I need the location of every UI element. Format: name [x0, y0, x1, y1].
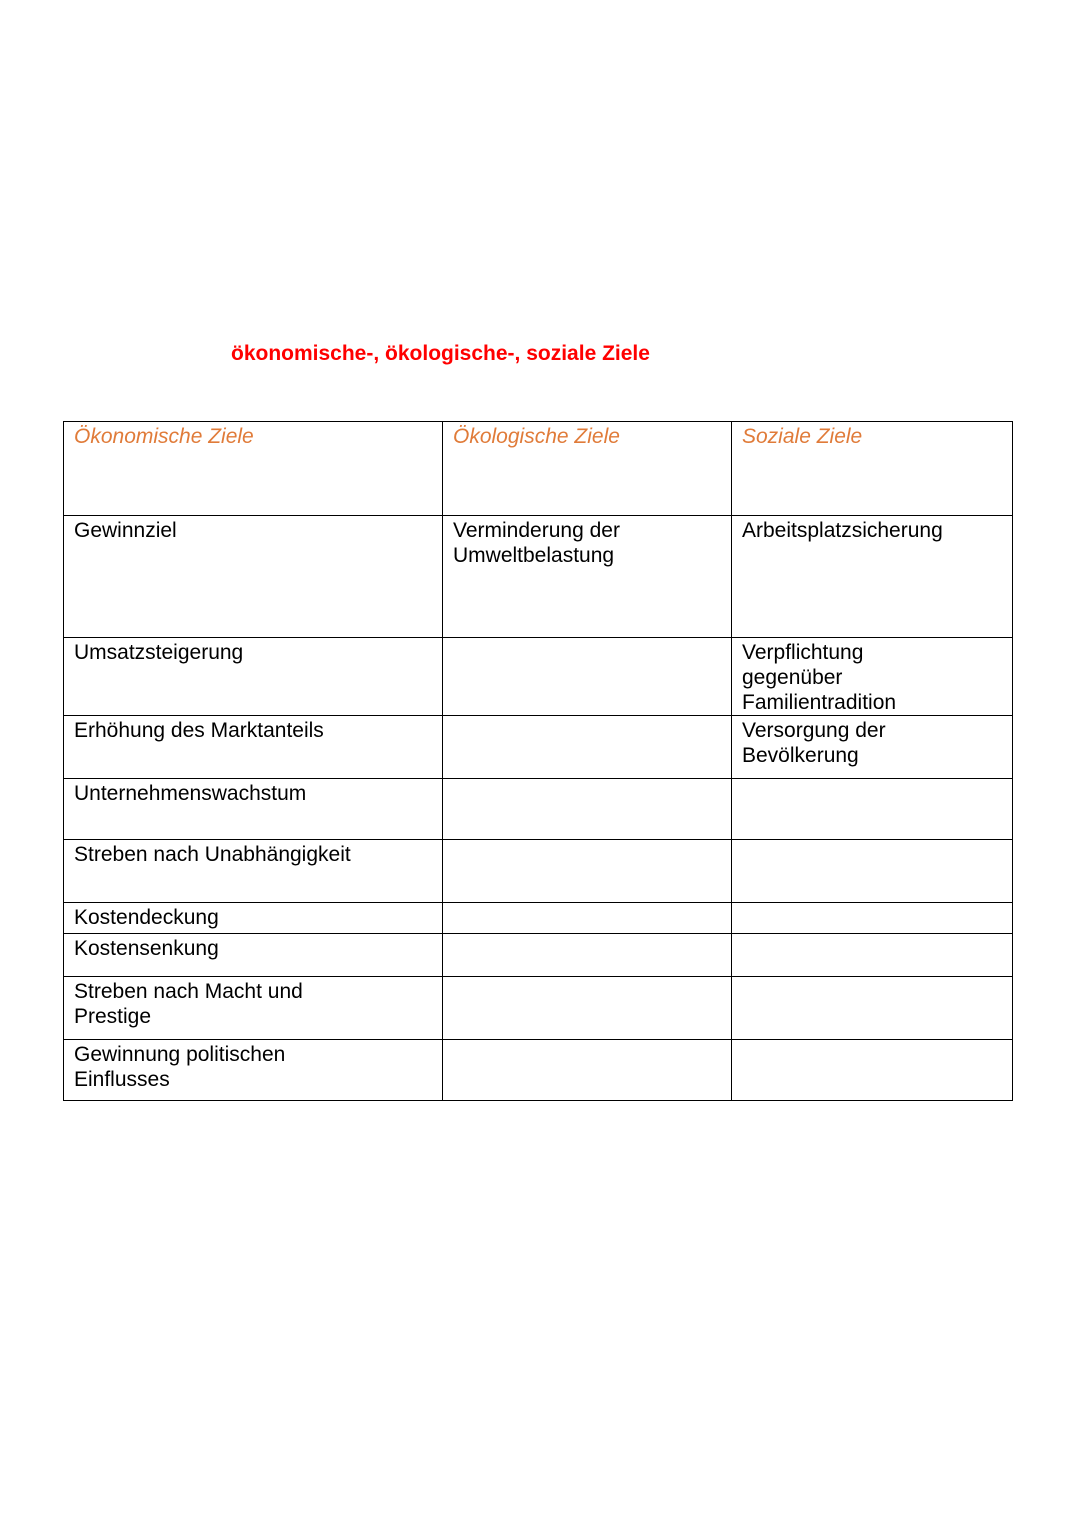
table-cell: Erhöhung des Marktanteils [64, 716, 443, 779]
table-cell: Verpflichtung gegenüber Familientradition [732, 638, 1013, 716]
table-cell: Unternehmenswachstum [64, 779, 443, 840]
table-cell: Gewinnung politischen Einflusses [64, 1040, 443, 1101]
table-cell [732, 1040, 1013, 1101]
table-cell [443, 840, 732, 903]
header-oekonomische-ziele: Ökonomische Ziele [64, 422, 443, 516]
table-header-row [64, 422, 1013, 516]
table-cell [443, 638, 732, 716]
table-cell: Arbeitsplatzsicherung [732, 516, 1013, 638]
table-cell [732, 903, 1013, 934]
table-cell [443, 934, 732, 977]
table-cell: Kostendeckung [64, 903, 443, 934]
table-cell [732, 934, 1013, 977]
table-row [64, 934, 1013, 977]
table-cell [732, 977, 1013, 1040]
table-row [64, 716, 1013, 779]
page-title: ökonomische-, ökologische-, soziale Ziele [231, 342, 650, 365]
table-cell: Versorgung der Bevölkerung [732, 716, 1013, 779]
table-cell [443, 1040, 732, 1101]
table-cell: Gewinnziel [64, 516, 443, 638]
table-cell [732, 779, 1013, 840]
table-cell [443, 716, 732, 779]
table-cell: Verminderung der Umweltbelastung [443, 516, 732, 638]
table-row [64, 638, 1013, 716]
table-cell: Kostensenkung [64, 934, 443, 977]
table-row [64, 977, 1013, 1040]
table-cell: Streben nach Macht und Prestige [64, 977, 443, 1040]
table-cell [443, 779, 732, 840]
header-oekologische-ziele: Ökologische Ziele [443, 422, 732, 516]
table-row [64, 779, 1013, 840]
goals-table [63, 421, 1013, 1101]
table-cell [732, 840, 1013, 903]
table-cell: Streben nach Unabhängigkeit [64, 840, 443, 903]
table-row [64, 1040, 1013, 1101]
table-cell [443, 977, 732, 1040]
table-cell [443, 903, 732, 934]
table-row [64, 840, 1013, 903]
header-soziale-ziele: Soziale Ziele [732, 422, 1013, 516]
table-row [64, 516, 1013, 638]
table-cell: Umsatzsteigerung [64, 638, 443, 716]
table-row [64, 903, 1013, 934]
